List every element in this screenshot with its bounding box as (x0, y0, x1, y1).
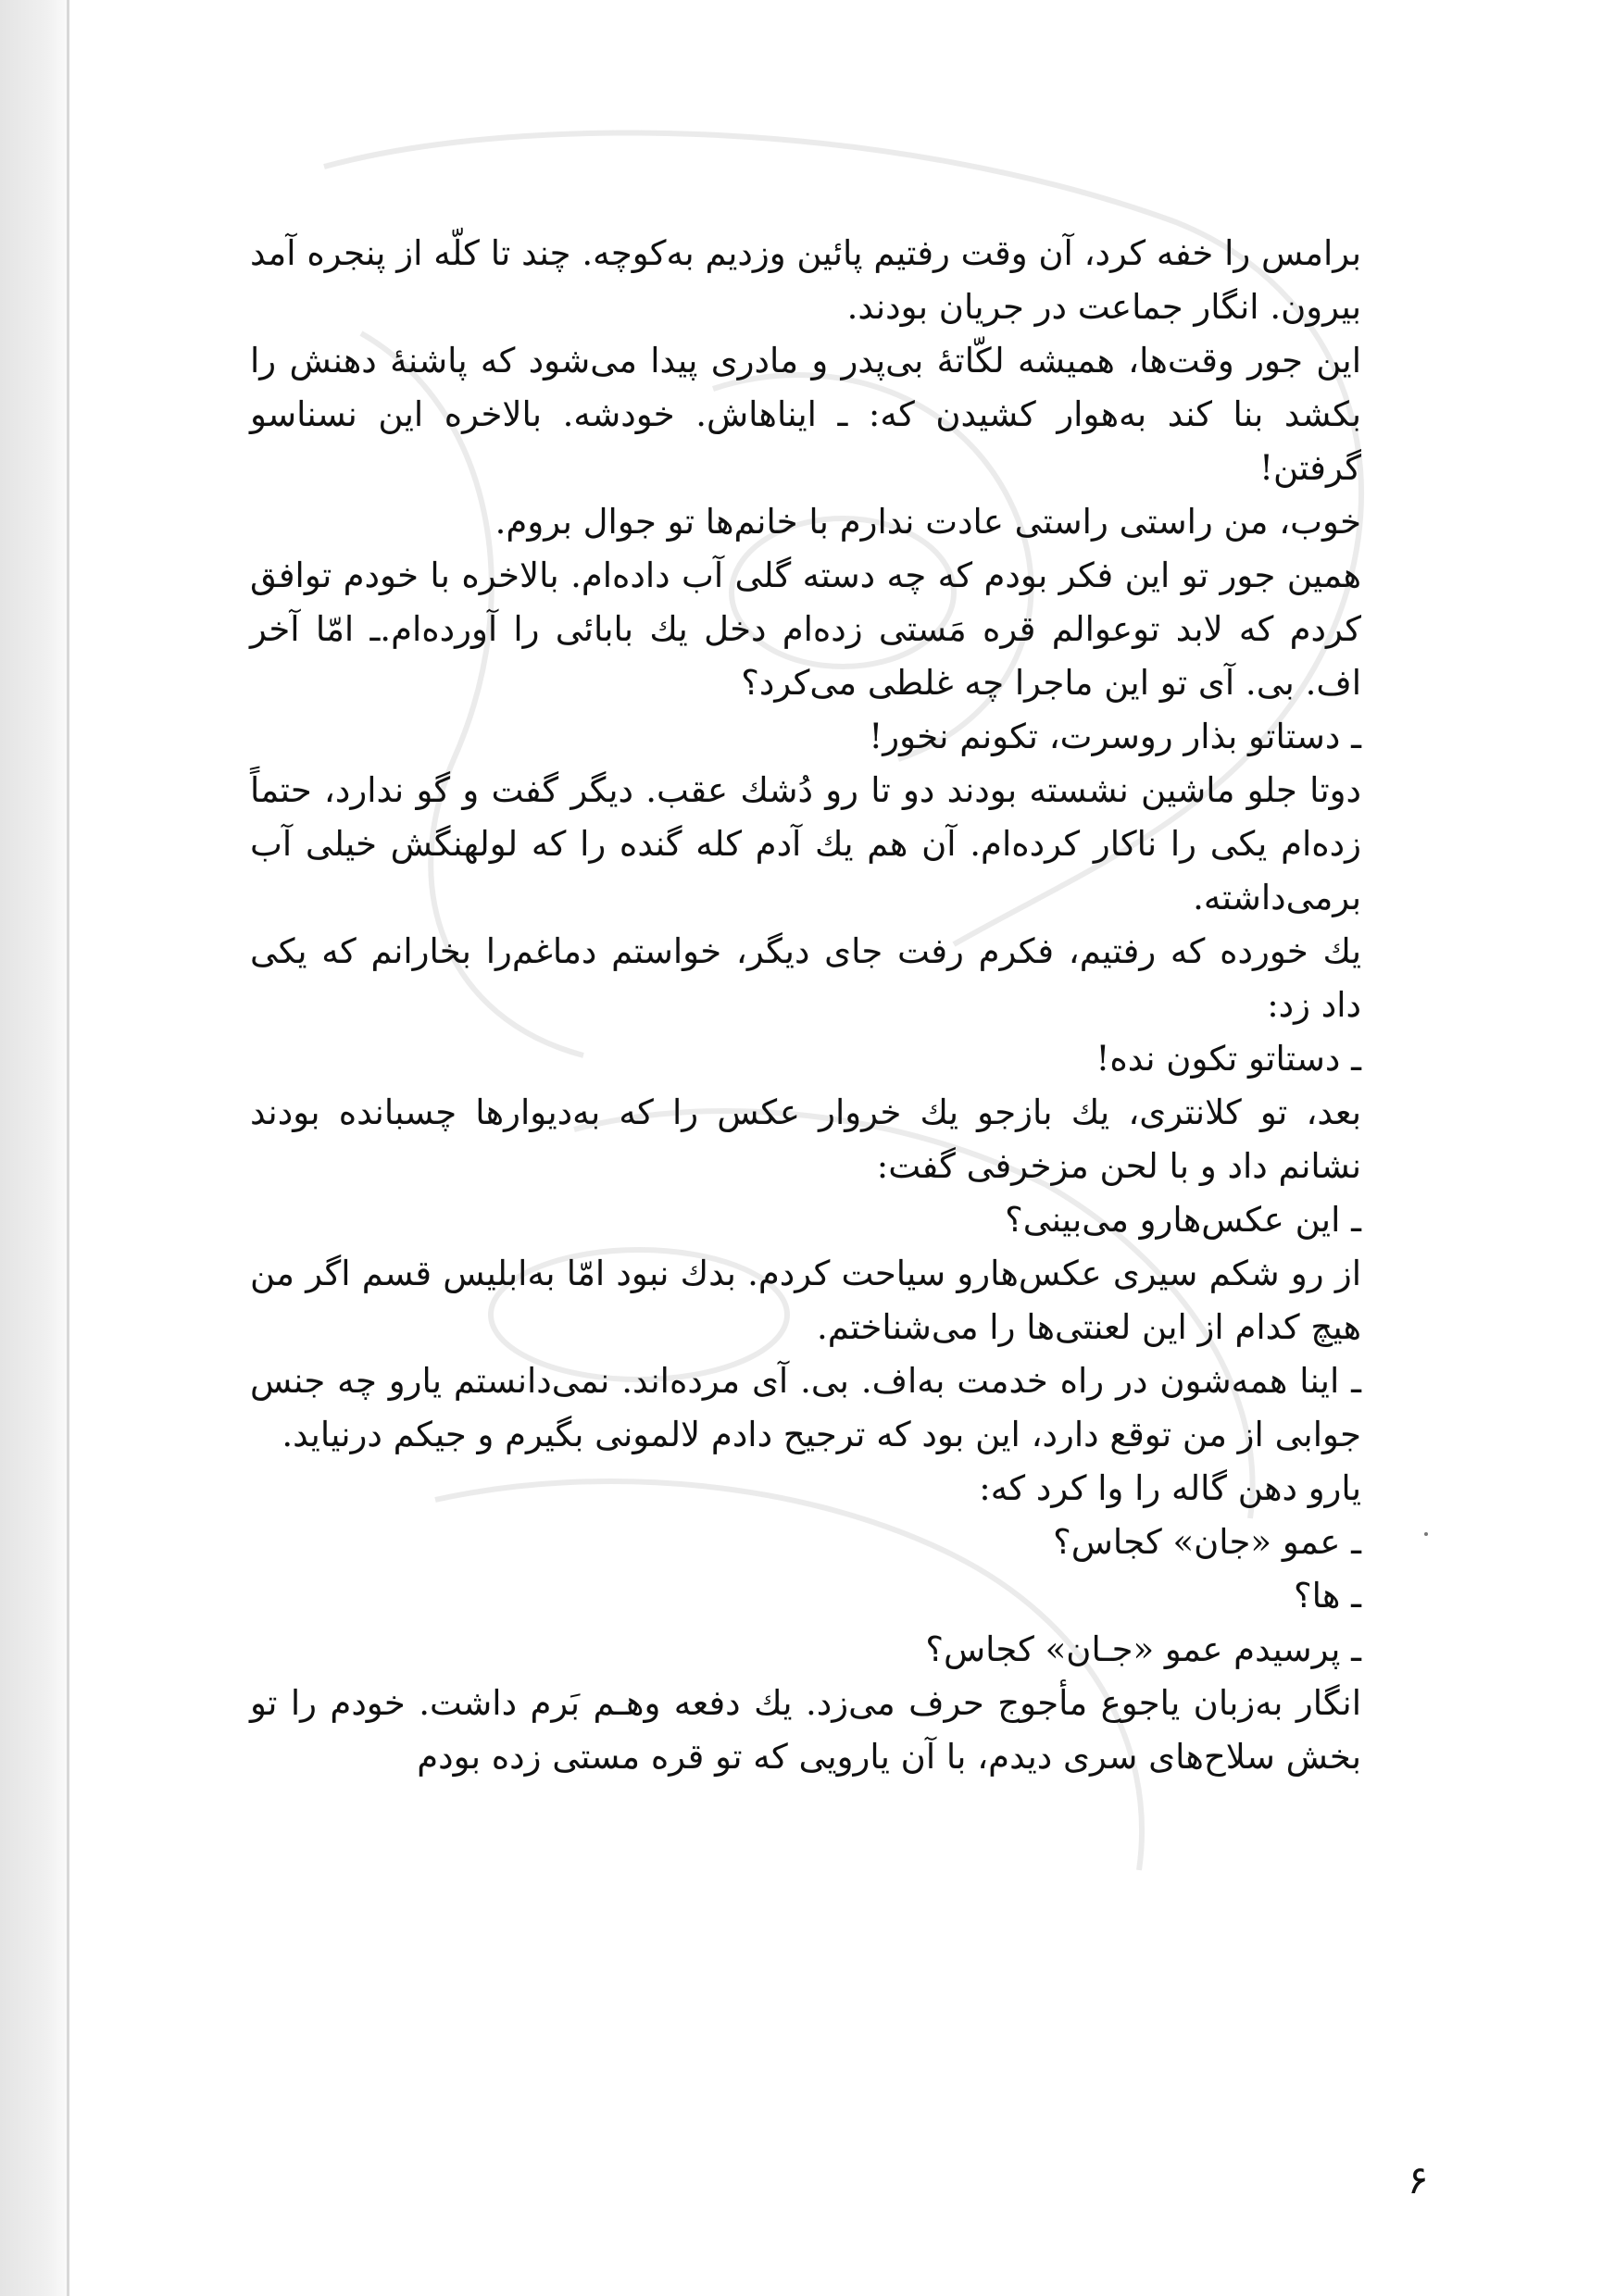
dialogue-line: ـ دستاتو بذار روسرت، تکونم نخور! (869, 717, 1361, 756)
paragraph: یك خورده که رفتیم، فکرم رفت جای دیگر، خواستم دماغم‌را بخارانم که یکی داد زد: (250, 931, 1361, 1025)
scan-left-margin (0, 0, 67, 2296)
dialogue-line: ـ ها؟ (1293, 1576, 1361, 1616)
paragraph: بعد، تو کلانتری، یك بازجو یك خروار عکس را که به‌دیوارها چسبانده بودند نشانم داد و با لحن مزخرفی گفت: (250, 1092, 1361, 1186)
dialogue-line: ـ دستاتو تکون نده! (1095, 1039, 1361, 1079)
paragraph: دوتا جلو ماشین نشسته بودند دو تا رو دُشك عقب. دیگر گفت و گو ندارد، حتماً زده‌ام یکی را ناکار کرده‌ام. آن هم یك آدم کله گنده را که لولهنگش خیلی آب برمی‌داشته. (250, 770, 1361, 917)
paragraph: خوب، من راستی راستی عادت ندارم با خانم‌ها تو جوال بروم. (495, 502, 1361, 542)
page-number: ۶ (1408, 2157, 1429, 2202)
dialogue-line: ـ این عکس‌هارو می‌بینی؟ (1005, 1200, 1361, 1240)
scan-edge-line (67, 0, 69, 2296)
paragraph: همین جور تو این فکر بودم که چه دسته گلی آب داده‌ام. بالاخره با خودم توافق کردم که لابد توعوالم قره مَستی زده‌ام دخل یك بابائی را آورده‌ام.ـ امّا آخر اف. بی. آی تو این ماجرا چه غلطی می‌کرد؟ (250, 555, 1361, 703)
dialogue-line: ـ پرسیدم عمو «جـان» کجاس؟ (925, 1629, 1361, 1669)
paragraph: این جور وقت‌ها، همیشه لکّاتهٔ بی‌پدر و مادری پیدا می‌شود که پاشنهٔ دهنش را بکشد بنا کند به‌هوار کشیدن که: ـ ایناهاش. خودشه. بالاخره این نسناسو گرفتن! (250, 341, 1361, 488)
paragraph: برامس را خفه کرد، آن وقت رفتیم پائین وزدیم به‌کوچه. چند تا کلّه از پنجره آمد بیرون. انگار جماعت در جریان بودند. (250, 233, 1361, 327)
dialogue-line: یارو دهن گاله را وا کرد که: (979, 1468, 1361, 1508)
paragraph: انگار به‌زبان یاجوع مأجوج حرف می‌زد. یك دفعه وهـم بَرم داشت. خودم را تو بخش سلاح‌های سری دیدم، با آن یارویی که تو قره مستی زده بودم (250, 1683, 1361, 1777)
body-text (250, 227, 1361, 1784)
dialogue-line: ـ عمو «جان» کجاس؟ (1053, 1522, 1361, 1562)
stray-mark (1424, 1532, 1428, 1536)
paragraph: از رو شکم سیری عکس‌هارو سیاحت کردم. بدك نبود امّا به‌ابلیس قسم اگر من هیچ کدام از این لعنتی‌ها را می‌شناختم. (250, 1254, 1361, 1347)
paragraph: ـ اینا همه‌شون در راه خدمت به‌اف. بی. آی مرده‌اند. نمی‌دانستم یارو چه جنس جوابی از من توقع دارد، این بود که ترجیح دادم لالمونی بگیرم و جیکم درنیاید. (250, 1361, 1361, 1454)
